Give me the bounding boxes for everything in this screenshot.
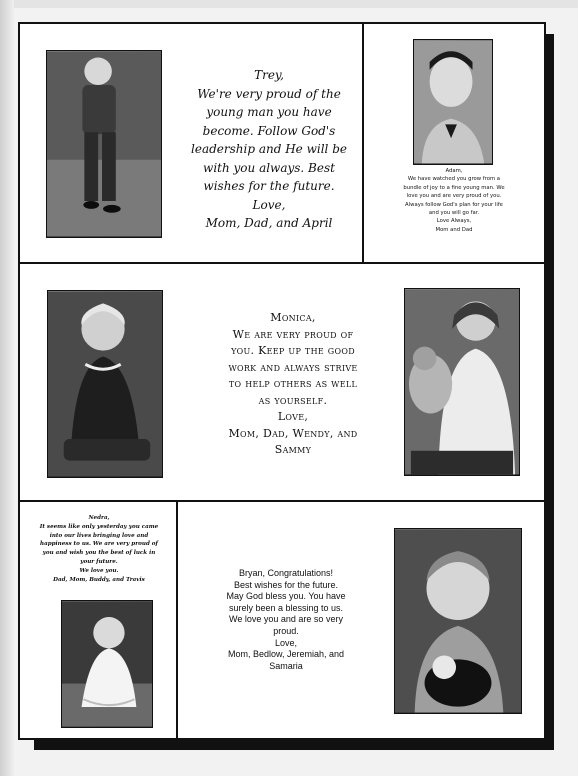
page-edge	[0, 0, 578, 8]
bryan-message: Bryan, Congratulations! Best wishes for the future. May God bless you. You have surely been a blessing to us. We love you and are so very proud. Love, Mom, Bedlow, Jeremiah, and Samaria	[226, 568, 346, 671]
young-woman-with-dog-image	[405, 289, 519, 475]
toddler-standing-image	[47, 51, 161, 237]
panel-bryan	[176, 500, 546, 740]
boy-portrait-image	[414, 40, 492, 164]
baby-in-dress-image	[62, 601, 152, 727]
monica-toddler-photo	[47, 290, 163, 478]
panel-monica	[18, 262, 546, 502]
nedra-photo	[61, 600, 153, 728]
toddler-sitting-image	[48, 291, 162, 477]
panel-adam	[362, 22, 546, 264]
adam-photo	[413, 39, 493, 165]
panel-trey	[18, 22, 364, 264]
trey-message: Trey, We're very proud of the young man you have become. Follow God's leadership and He will be with you always. Best wishes for the future. Love, Mom, Dad, and April	[191, 68, 347, 230]
page-binding	[0, 0, 14, 776]
nedra-message: Nedra, It seems like only yesterday you came into our lives bringing love and happiness to us. We are very proud of you and wish you the best of luck in your future. We love you. Dad, Mom, Buddy, and Travis	[39, 515, 159, 583]
adam-message: Adam, We have watched you grow from a bundle of joy to a fine young man. We love you and are very proud of you. Always follow God's plan for your life and you will go far. Love Always, Mom and Dad	[403, 168, 505, 233]
panel-nedra	[18, 500, 178, 740]
toddler-with-toy-image	[395, 529, 521, 713]
trey-photo	[46, 50, 162, 238]
monica-message: Monica, We are very proud of you. Keep up the good work and always strive to help others as well as yourself. Love, Mom, Dad, Wendy, and Sammy	[228, 311, 358, 456]
monica-senior-photo	[404, 288, 520, 476]
bryan-photo	[394, 528, 522, 714]
